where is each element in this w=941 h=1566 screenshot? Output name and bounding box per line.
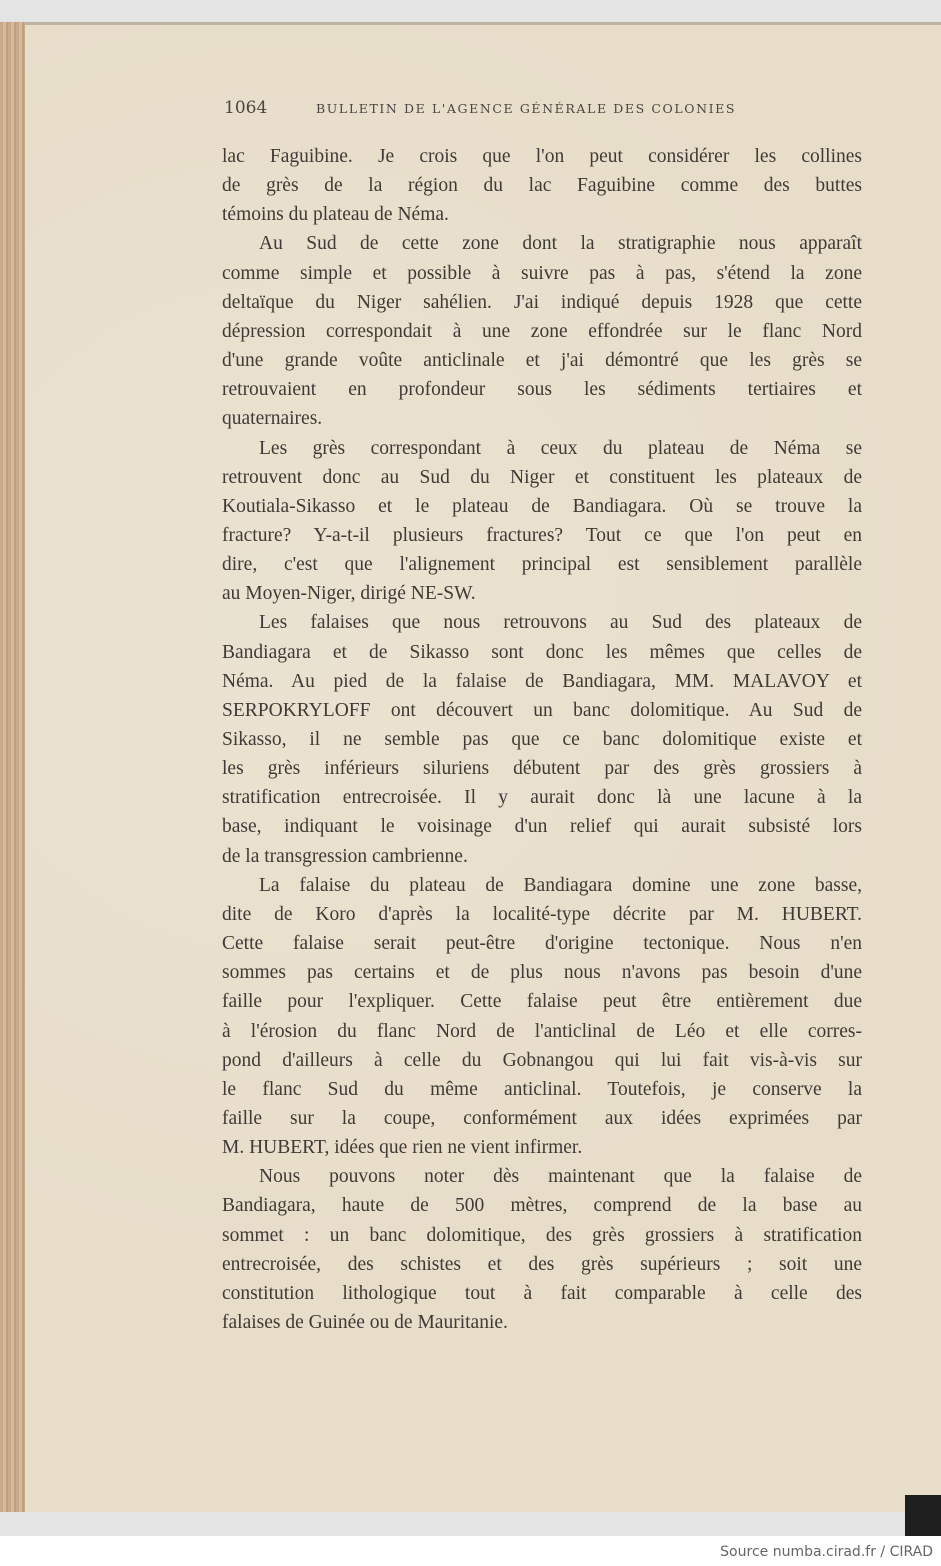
- text-line: dite de Koro d'après la localité-type décrite par M. HUBERT.: [222, 903, 862, 925]
- text-line: lac Faguibine. Je crois que l'on peut considérer les collines: [222, 146, 862, 167]
- text-line: à l'érosion du flanc Nord de l'anticlinal de Léo et elle corres-: [222, 1020, 862, 1042]
- text-line: au Moyen-Niger, dirigé NE-SW.: [222, 583, 476, 605]
- text-line: Bandiagara et de Sikasso sont donc les mêmes que celles de: [222, 641, 862, 663]
- text-line: d'une grande voûte anticlinale et j'ai démontré que les grès se: [222, 350, 862, 372]
- source-credit: Source numba.cirad.fr / CIRAD: [720, 1544, 933, 1560]
- text-line: Koutiala-Sikasso et le plateau de Bandiagara. Où se trouve la: [222, 495, 862, 517]
- text-line: retrouvaient en profondeur sous les sédiments tertiaires et: [222, 379, 862, 401]
- text-line: faille sur la coupe, conformément aux idées exprimées par: [222, 1107, 862, 1129]
- text-line: dépression correspondait à une zone effondrée sur le flanc Nord: [222, 320, 862, 342]
- text-line: sommet : un banc dolomitique, des grès grossiers à stratification: [222, 1224, 862, 1246]
- text-line: de grès de la région du lac Faguibine comme des buttes: [222, 175, 862, 197]
- text-line: deltaïque du Niger sahélien. J'ai indiqué depuis 1928 que cette: [222, 291, 862, 313]
- text-line: stratification entrecroisée. Il y aurait donc là une lacune à la: [222, 787, 862, 809]
- text-line: Sikasso, il ne semble pas que ce banc dolomitique existe et: [222, 729, 862, 750]
- text-line: dire, c'est que l'alignement principal est sensiblement parallèle: [222, 554, 862, 576]
- text-line: constitution lithologique tout à fait comparable à celle des: [222, 1282, 862, 1304]
- page-edge: [0, 22, 25, 1512]
- text-line: Nous pouvons noter dès maintenant que la falaise de: [259, 1166, 862, 1188]
- text-line: Bandiagara, haute de 500 mètres, comprend de la base au: [222, 1195, 862, 1217]
- text-line: fracture? Y-a-t-il plusieurs fractures? Tout ce que l'on peut en: [222, 524, 862, 546]
- text-line: les grès inférieurs siluriens débutent par des grès grossiers à: [222, 758, 862, 780]
- text-line: faille pour l'expliquer. Cette falaise peut être entièrement due: [222, 991, 862, 1013]
- text-line: base, indiquant le voisinage d'un relief qui aurait subsisté lors: [222, 816, 862, 838]
- page-number: 1064: [224, 98, 268, 118]
- text-line: retrouvent donc au Sud du Niger et constituent les plateaux de: [222, 466, 862, 488]
- scan-margin-mark: [905, 1495, 941, 1536]
- page-top-edge: [25, 22, 941, 25]
- text-line: Les falaises que nous retrouvons au Sud des plateaux de: [259, 612, 862, 634]
- text-line: Les grès correspondant à ceux du plateau de Néma se: [259, 437, 862, 459]
- text-line: comme simple et possible à suivre pas à pas, s'étend la zone: [222, 262, 862, 284]
- text-line: falaises de Guinée ou de Mauritanie.: [222, 1312, 508, 1333]
- text-line: pond d'ailleurs à celle du Gobnangou qui lui fait vis-à-vis sur: [222, 1049, 862, 1071]
- text-line: le flanc Sud du même anticlinal. Toutefois, je conserve la: [222, 1078, 862, 1100]
- text-line: Au Sud de cette zone dont la stratigraphie nous apparaît: [259, 233, 862, 255]
- text-line: entrecroisée, des schistes et des grès supérieurs ; soit une: [222, 1253, 862, 1275]
- text-line: M. HUBERT, idées que rien ne vient infirmer.: [222, 1137, 583, 1159]
- text-line: quaternaires.: [222, 408, 323, 430]
- text-line: La falaise du plateau de Bandiagara domine une zone basse,: [259, 874, 862, 896]
- running-head: BULLETIN DE L'AGENCE GÉNÉRALE DES COLONIES: [316, 101, 737, 116]
- text-line: sommes pas certains et de plus nous n'avons pas besoin d'une: [222, 962, 862, 984]
- text-line: Cette falaise serait peut-être d'origine tectonique. Nous n'en: [222, 933, 862, 955]
- page-header: [224, 98, 864, 122]
- text-line: Néma. Au pied de la falaise de Bandiagara, MM. MALAVOY et: [222, 670, 862, 692]
- text-line: SERPOKRYLOFF ont découvert un banc dolomitique. Au Sud de: [222, 699, 862, 721]
- text-line: témoins du plateau de Néma.: [222, 204, 449, 226]
- text-line: de la transgression cambrienne.: [222, 845, 468, 867]
